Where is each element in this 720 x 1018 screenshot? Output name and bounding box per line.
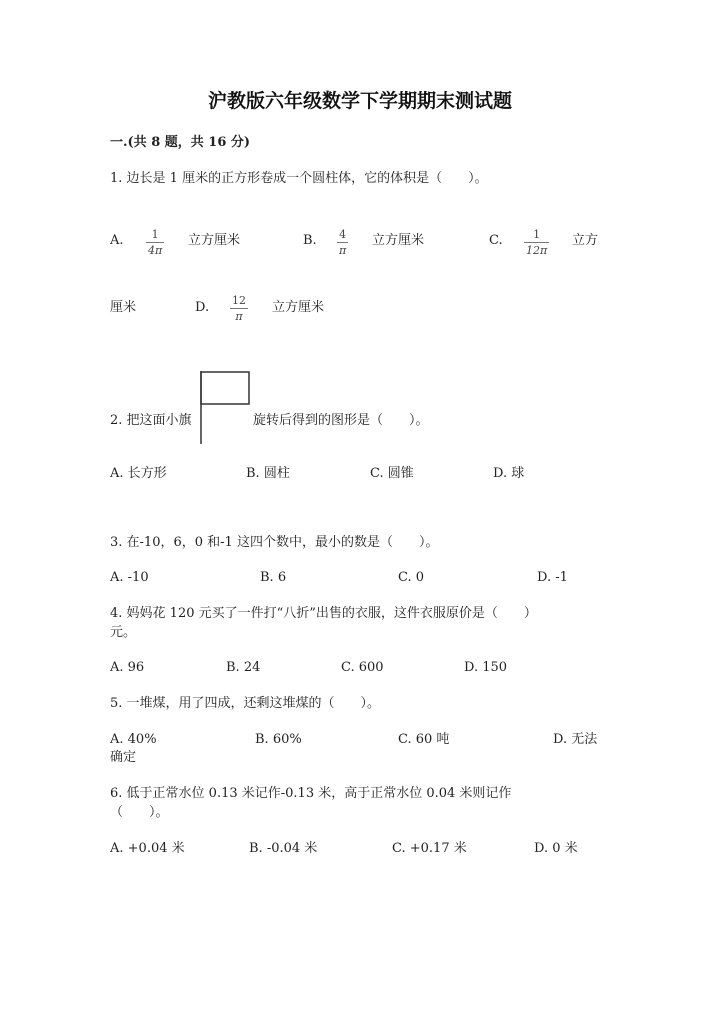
q1-option-c-denominator: 12π <box>526 244 548 257</box>
question-2-stem-after: 旋转后得到的图形是（ ）。 <box>253 413 429 428</box>
q5-option-b: B. 60% <box>255 732 302 747</box>
question-2-stem-before: 2. 把这面小旗 <box>110 413 192 428</box>
q2-option-c: C. 圆锥 <box>370 466 414 481</box>
question-4-stem-line1: 4. 妈妈花 120 元买了一件打“八折”出售的衣服，这件衣服原价是（ ） <box>110 606 537 621</box>
fraction-bar <box>230 308 248 309</box>
q3-option-a: A. -10 <box>110 570 149 585</box>
q1-option-d-fraction <box>230 294 248 323</box>
q2-option-a: A. 长方形 <box>110 466 167 481</box>
q1-option-b-denominator: π <box>339 244 347 257</box>
q1-option-c-letter: C. <box>489 233 503 248</box>
q1-option-a-unit: 立方厘米 <box>188 233 241 248</box>
q3-option-d: D. -1 <box>537 570 568 585</box>
q1-option-d-denominator: π <box>235 310 243 323</box>
q1-option-d-numerator: 12 <box>232 294 246 307</box>
q1-option-d-letter: D. <box>195 300 210 315</box>
fraction-bar <box>337 242 348 243</box>
page-title: 沪教版六年级数学下学期期末测试题 <box>207 90 512 112</box>
q1-option-b-unit: 立方厘米 <box>372 233 425 248</box>
q1-option-c-unit: 立方 <box>572 233 599 248</box>
question-5-stem: 5. 一堆煤，用了四成，还剩这堆煤的（ ）。 <box>110 696 381 711</box>
q4-option-d: D. 150 <box>464 660 508 675</box>
q6-option-c: C. +0.17 米 <box>392 841 467 856</box>
q1-option-a-denominator: 4π <box>148 244 163 257</box>
q1-option-d-unit: 立方厘米 <box>272 300 325 315</box>
flag-cloth <box>201 372 249 404</box>
q1-option-c-fraction <box>524 228 549 257</box>
q3-option-b: B. 6 <box>260 570 287 585</box>
question-3-stem: 3. 在-10，6，0 和-1 这四个数中，最小的数是（ ）。 <box>110 535 439 550</box>
q1-option-a-numerator: 1 <box>151 228 159 241</box>
q3-option-c: C. 0 <box>398 570 425 585</box>
fraction-bar <box>146 242 164 243</box>
q1-option-b-numerator: 4 <box>339 228 347 241</box>
question-1-stem: 1. 边长是 1 厘米的正方形卷成一个圆柱体，它的体积是（ ）。 <box>110 171 488 186</box>
question-6-stem-line2: （ ）。 <box>110 805 169 820</box>
q1-option-a-letter: A. <box>110 233 124 248</box>
q1-option-c-numerator: 1 <box>533 228 541 241</box>
fraction-bar <box>524 242 549 243</box>
q1-option-b-letter: B. <box>303 233 317 248</box>
q1-option-a-fraction <box>146 228 164 257</box>
q2-option-b: B. 圆柱 <box>246 466 290 481</box>
q5-option-c: C. 60 吨 <box>398 732 450 747</box>
q2-option-d: D. 球 <box>493 466 525 481</box>
q5-option-d-wrap: 确定 <box>110 750 137 765</box>
question-4-stem-line2: 元。 <box>110 625 137 640</box>
q4-option-a: A. 96 <box>110 660 145 675</box>
q4-option-c: C. 600 <box>341 660 384 675</box>
q1-option-b-fraction <box>337 228 348 257</box>
q1-option-c-unit-wrap: 厘米 <box>110 300 137 315</box>
q6-option-b: B. -0.04 米 <box>249 841 318 856</box>
q4-option-b: B. 24 <box>226 660 261 675</box>
section-heading: 一.(共 8 题，共 16 分) <box>110 135 251 150</box>
q6-option-d: D. 0 米 <box>534 841 578 856</box>
question-6-stem-line1: 6. 低于正常水位 0.13 米记作-0.13 米，高于正常水位 0.04 米则记作 <box>110 786 512 801</box>
q6-option-a: A. +0.04 米 <box>110 841 185 856</box>
q5-option-a: A. 40% <box>110 732 157 747</box>
flag-figure <box>198 370 254 446</box>
q5-option-d: D. 无法 <box>553 732 598 747</box>
